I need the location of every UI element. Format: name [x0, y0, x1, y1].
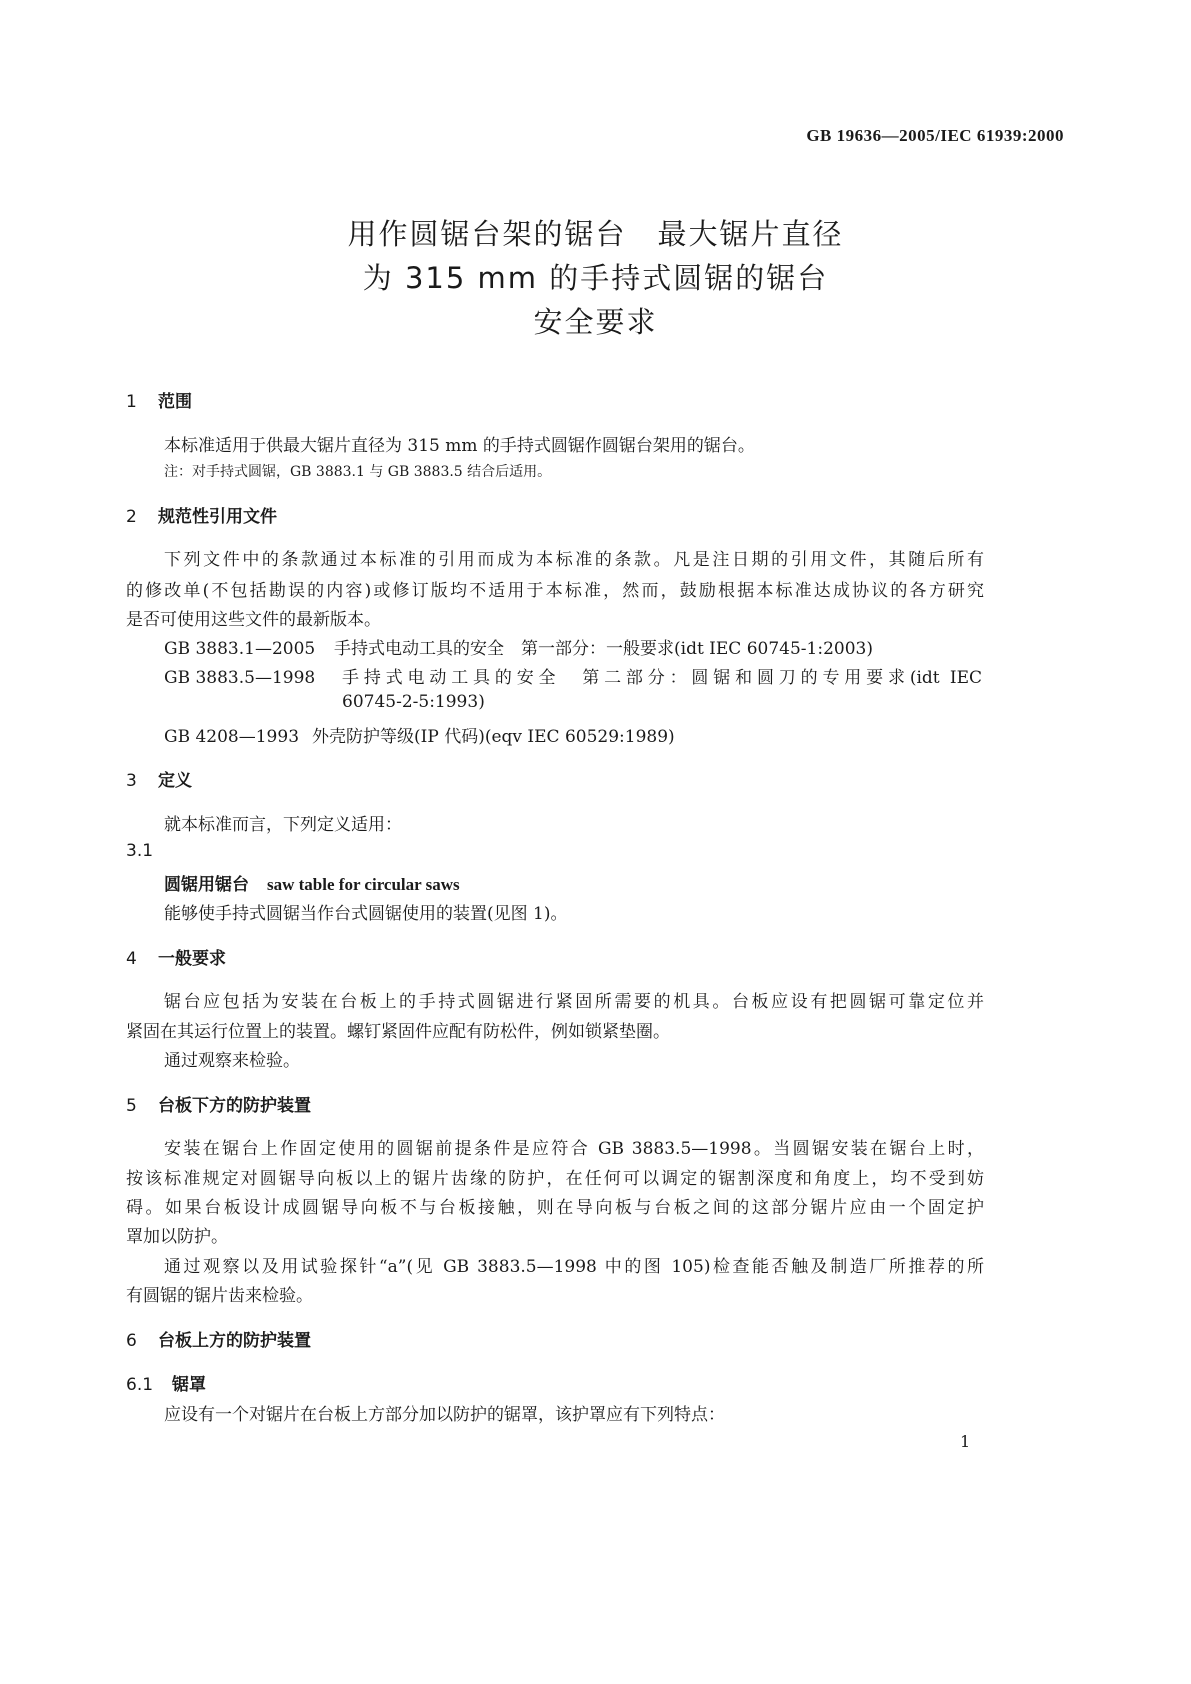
title-line-1: 用作圆锯台架的锯台 最大锯片直径	[347, 217, 844, 251]
section-4-paragraph-line: 锯台应包括为安装在台板上的手持式圆锯进行紧固所需要的机具。台板应设有把圆锯可靠定位并	[164, 992, 984, 1012]
subsection-number: 6.1	[126, 1375, 154, 1395]
section-title: 台板上方的防护装置	[158, 1331, 311, 1351]
reference-code: GB 3883.5—1998	[164, 668, 316, 688]
title-line-3: 安全要求	[533, 305, 658, 339]
section-1-heading	[126, 387, 192, 412]
section-5-paragraph-line: 碍。如果台板设计成圆锯导向板不与台板接触，则在导向板与台板之间的这部分锯片应由一个固定护	[126, 1198, 984, 1218]
reference-item	[164, 722, 675, 747]
reference-code: GB 4208—1993	[164, 727, 300, 747]
standard-code: GB 19636—2005/IEC 61939:2000	[806, 126, 1064, 145]
section-5-paragraph-line: 通过观察以及用试验探针“a”(见 GB 3883.5—1998 中的图 105)检查能否触及制造厂所推荐的所	[164, 1257, 984, 1277]
section-2-paragraph-line: 下列文件中的条款通过本标准的引用而成为本标准的条款。凡是注日期的引用文件，其随后所有	[164, 550, 984, 570]
reference-title-continued: 60745-2-5:1993)	[342, 692, 485, 712]
section-title: 台板下方的防护装置	[158, 1096, 311, 1116]
section-4-paragraph-line: 紧固在其运行位置上的装置。螺钉紧固件应配有防松件，例如锁紧垫圈。	[126, 1022, 670, 1042]
section-1-note: 注：对手持式圆锯，GB 3883.1 与 GB 3883.5 结合后适用。	[164, 464, 552, 480]
section-5-paragraph-line: 罩加以防护。	[126, 1227, 228, 1247]
section-1-paragraph: 本标准适用于供最大锯片直径为 315 mm 的手持式圆锯作圆锯台架用的锯台。	[164, 436, 755, 456]
section-5-paragraph-line: 有圆锯的锯片齿来检验。	[126, 1286, 313, 1306]
term-chinese: 圆锯用锯台	[164, 875, 249, 895]
subsection-6-1-heading	[126, 1370, 206, 1395]
term-definition: 能够使手持式圆锯当作台式圆锯使用的装置(见图 1)。	[164, 904, 568, 924]
section-2-paragraph-line: 的修改单(不包括勘误的内容)或修订版均不适用于本标准，然而，鼓励根据本标准达成协议的各方研究	[126, 581, 984, 601]
reference-title: 外壳防护等级(IP 代码)(eqv IEC 60529:1989)	[312, 727, 675, 747]
section-3-heading	[126, 766, 192, 791]
section-title: 规范性引用文件	[158, 507, 277, 527]
section-5-paragraph-line: 按该标准规定对圆锯导向板以上的锯片齿缘的防护，在任何可以调定的锯割深度和角度上，均不受到妨	[126, 1169, 984, 1189]
reference-item	[164, 663, 984, 688]
section-4-heading	[126, 944, 226, 969]
section-2-paragraph-line: 是否可使用这些文件的最新版本。	[126, 610, 381, 630]
reference-title: 手持式电动工具的安全 第一部分：一般要求(idt IEC 60745-1:2003)	[334, 639, 873, 659]
term-english: saw table for circular saws	[267, 875, 460, 894]
subsection-title: 锯罩	[172, 1375, 206, 1395]
term-entry	[164, 870, 460, 895]
section-6-heading	[126, 1326, 311, 1351]
subsection-3-1-number: 3.1	[126, 841, 154, 861]
section-5-heading	[126, 1091, 311, 1116]
page-number: 1	[960, 1432, 971, 1451]
section-title: 一般要求	[158, 949, 226, 969]
title-line-2: 为 315 mm 的手持式圆锯的锯台	[362, 261, 829, 295]
section-number: 3	[126, 771, 137, 791]
section-5-paragraph-line: 安装在锯台上作固定使用的圆锯前提条件是应符合 GB 3883.5—1998。当圆锯安装在锯台上时，	[164, 1139, 984, 1159]
section-title: 定义	[158, 771, 192, 791]
section-number: 4	[126, 949, 137, 969]
section-2-heading	[126, 502, 277, 527]
section-4-paragraph: 通过观察来检验。	[164, 1051, 300, 1071]
section-number: 6	[126, 1331, 137, 1351]
reference-item	[164, 634, 873, 659]
section-number: 2	[126, 507, 137, 527]
section-number: 5	[126, 1096, 137, 1116]
reference-title: 手持式电动工具的安全 第二部分：圆锯和圆刀的专用要求(idt IEC	[342, 668, 982, 688]
reference-code: GB 3883.1—2005	[164, 639, 316, 659]
section-6-paragraph: 应设有一个对锯片在台板上方部分加以防护的锯罩，该护罩应有下列特点：	[164, 1405, 725, 1425]
section-3-paragraph: 就本标准而言，下列定义适用：	[164, 815, 402, 835]
section-number: 1	[126, 392, 137, 412]
section-title: 范围	[158, 392, 192, 412]
